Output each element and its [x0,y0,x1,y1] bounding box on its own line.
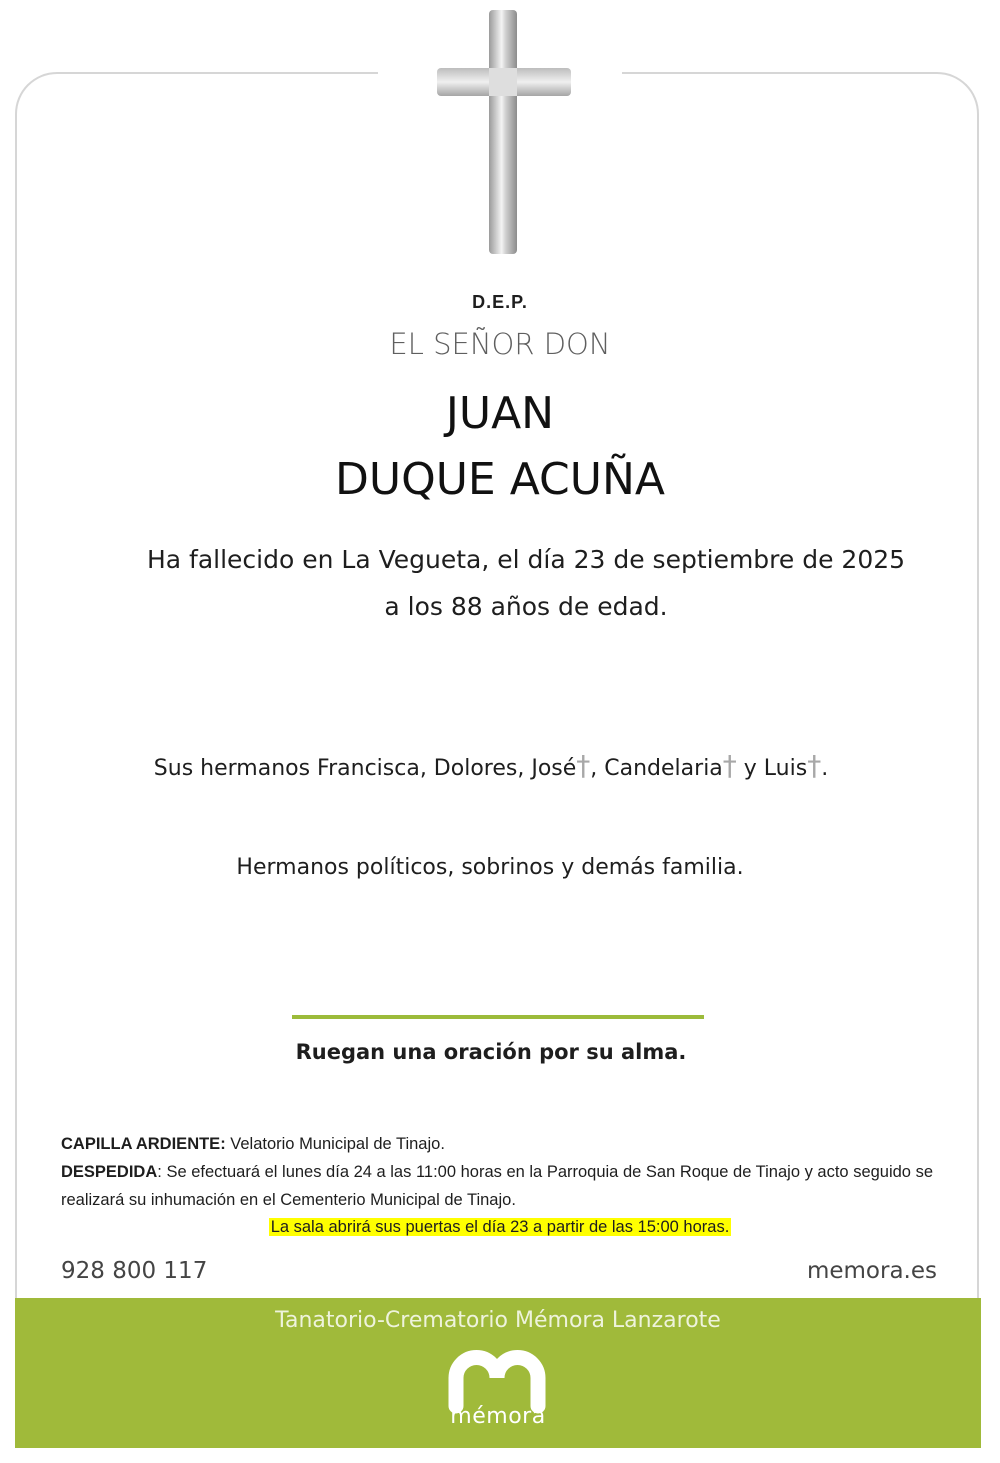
family-others: Hermanos políticos, sobrinos y demás familia. [236,855,744,880]
family-mid-1: , Candelaria [590,756,723,781]
deceased-mark-icon: † [576,749,591,782]
divider [292,1015,704,1019]
despedida-label: DESPEDIDA [61,1163,158,1181]
death-line-2: a los 88 años de edad. [384,592,668,621]
family-siblings [0,749,991,782]
family-prefix: Sus hermanos Francisca, Dolores, José [153,756,577,781]
despedida-text: : Se efectuará el lunes día 24 a las 11:00 horas en la Parroquia de San Roque de Tinajo y acto seguido se realizará su inhumación en el Cementerio Municipal de Tinajo. [61,1163,933,1209]
deceased-mark-icon: † [807,749,822,782]
death-line-1: Ha fallecido en La Vegueta, el día 23 de septiembre de 2025 [146,545,906,574]
capilla-ardiente [61,1130,941,1158]
family-end: . [821,756,829,781]
prayer-request: Ruegan una oración por su alma. [295,1040,687,1064]
website: memora.es [806,1258,937,1284]
capilla-label: CAPILLA ARDIENTE: [61,1135,226,1153]
deceased-mark-icon: † [722,749,737,782]
footer-band [15,1298,981,1448]
despedida [61,1158,941,1214]
company-name: Tanatorio-Crematorio Mémora Lanzarote [275,1308,721,1333]
opening-notice-text: La sala abrirá sus puertas el día 23 a partir de las 15:00 horas. [270,1218,730,1236]
deceased-surnames: DUQUE ACUÑA [335,454,665,505]
phone-number: 928 800 117 [61,1258,208,1284]
capilla-text: Velatorio Municipal de Tinajo. [225,1135,445,1153]
opening-notice [0,1213,1000,1241]
dep-label: D.E.P. [472,292,528,312]
deceased-first-name: JUAN [445,388,555,439]
family-mid-2: y Luis [736,756,808,781]
cross-icon [437,10,571,254]
logo-wordmark: mémora [450,1404,546,1429]
title-prefix: EL SEÑOR DON [389,327,611,361]
